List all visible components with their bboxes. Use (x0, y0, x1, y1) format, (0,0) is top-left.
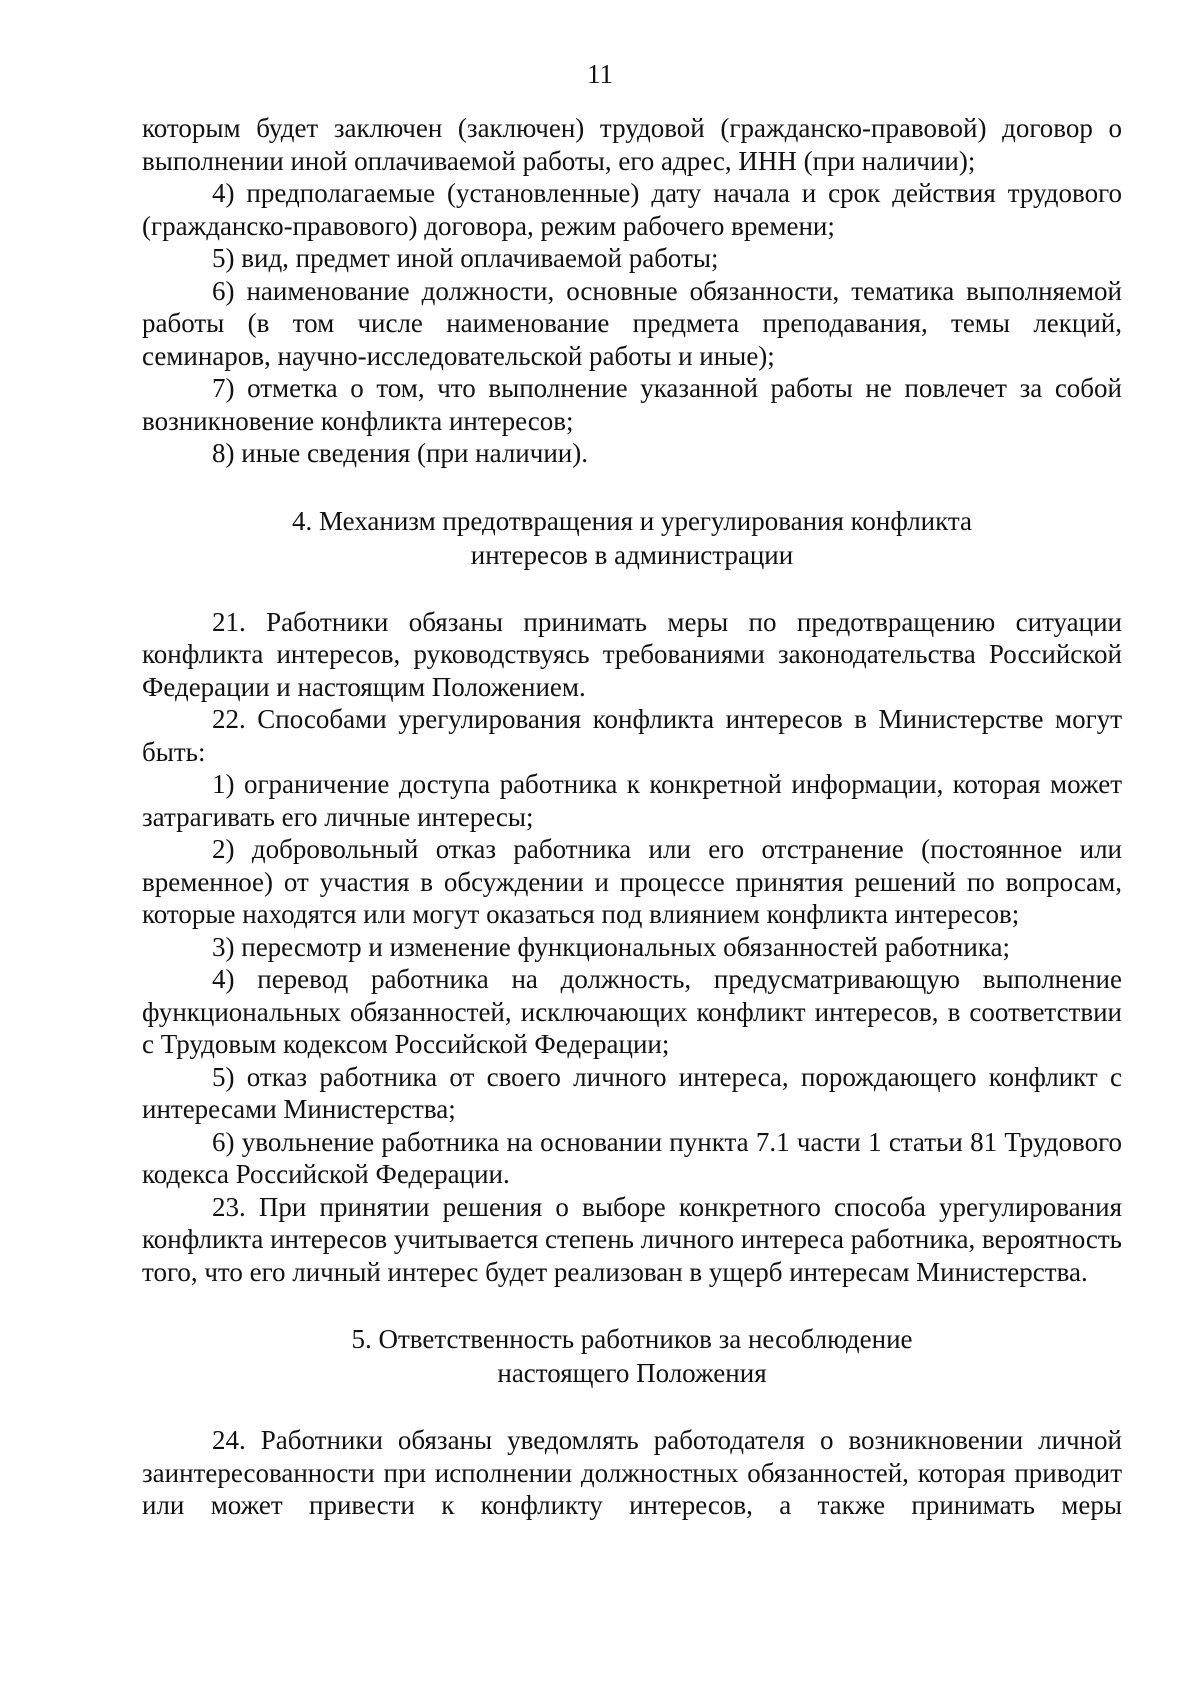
section-4-title-line-2: интересов в администрации (470, 539, 794, 570)
clause-22-item-4: 4) перевод работника на должность, предусматривающую выполнение функциональных обязанностей, исключающих конфликт интересов, в соответствии с Трудовым кодексом Российской Федерации; (142, 964, 1122, 1059)
section-5-title-line-2: настоящего Положения (497, 1358, 767, 1388)
paragraph-continuation: которым будет заключен (заключен) трудовой (гражданско-правовой) договор о выполнении иной оплачиваемой работы, его адрес, ИНН (при наличии); (142, 113, 1122, 176)
clause-22-item-3: 3) пересмотр и изменение функциональных обязанностей работника; (212, 931, 1011, 962)
document-body (142, 112, 1122, 1522)
clause-22-item-1: 1) ограничение доступа работника к конкретной информации, которая может затрагивать его личные интересы; (142, 769, 1122, 832)
clause-23: 23. При принятии решения о выборе конкретного способа урегулирования конфликта интересов учитывается степень личного интереса работника, вероятность того, что его личный интерес будет реализован в ущерб интересам Министерства. (142, 1191, 1122, 1287)
clause-22: 22. Способами урегулирования конфликта интересов в Министерстве могут быть: (142, 704, 1122, 767)
clause-22-item-6: 6) увольнение работника на основании пункта 7.1 части 1 статьи 81 Трудового кодекса Российской Федерации. (142, 1126, 1122, 1189)
clause-22-item-5: 5) отказ работника от своего личного интереса, порождающего конфликт с интересами Министерства; (142, 1061, 1122, 1124)
clause-24: 24. Работники обязаны уведомлять работодателя о возникновении личной заинтересованности при исполнении должностных обязанностей, которая приводит или может привести к конфликту интересов, а также принимать меры (142, 1425, 1122, 1520)
list-item-5: 5) вид, предмет иной оплачиваемой работы; (212, 243, 719, 273)
section-4-title-line-1: 4. Механизм предотвращения и урегулирования конфликта (291, 505, 972, 536)
clause-22-item-2: 2) добровольный отказ работника или его отстранение (постоянное или временное) от участия в обсуждении и процессе принятия решений по вопросам, которые находятся или могут оказаться под влиянием конфликта интересов; (142, 834, 1122, 929)
list-item-4: 4) предполагаемые (установленные) дату начала и срок действия трудового (гражданско-правового) договора, режим рабочего времени; (142, 178, 1122, 241)
page-number: 11 (587, 59, 613, 89)
list-item-7: 7) отметка о том, что выполнение указанной работы не повлечет за собой возникновение конфликта интересов; (142, 373, 1122, 436)
list-item-8: 8) иные сведения (при наличии). (212, 438, 588, 468)
section-5-heading (142, 1322, 1122, 1390)
clause-21: 21. Работники обязаны принимать меры по предотвращению ситуации конфликта интересов, руководствуясь требованиями законодательства Российской Федерации и настоящим Положением. (142, 606, 1122, 702)
section-5-title-line-1: 5. Ответственность работников за несоблюдение (351, 1324, 913, 1354)
section-4-heading (142, 504, 1122, 572)
list-item-6: 6) наименование должности, основные обязанности, тематика выполняемой работы (в том числе наименование предмета преподавания, темы лекций, семинаров, научно-исследовательской работы и иные); (142, 275, 1122, 371)
